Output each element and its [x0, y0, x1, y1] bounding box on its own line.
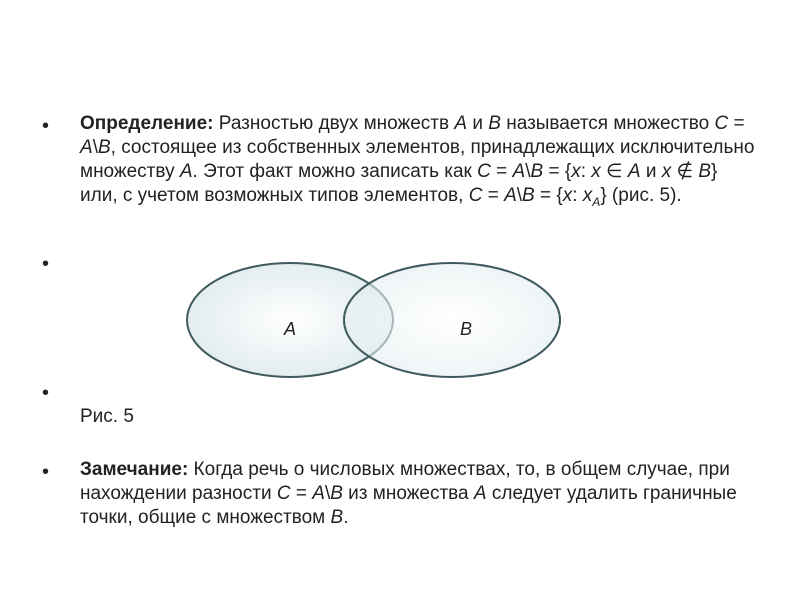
figure-caption: Рис. 5	[80, 406, 134, 427]
bullet-3: •	[42, 382, 50, 404]
bullet-4: •	[42, 461, 50, 483]
definition-paragraph: Определение: Разностью двух множеств A и B называется множество C = A\B, состоящее из собственных элементов, принадлежащих исключительно множеству A. Этот факт можно записать как C = A\B = {x: x ∈ A и x ∉ B} или, с учетом возможных типов элементов, C = A\B = {x: $x_A$} (рис. 5).	[80, 113, 755, 209]
remark-title: Замечание:	[80, 459, 189, 480]
bullet-2: •	[42, 253, 50, 275]
remark-paragraph: Замечание: Когда речь о числовых множествах, то, в общем случае, при нахождении разности C = A\B из множества A следует удалить граничные точки, общие с множеством B.	[80, 459, 737, 528]
set-a-label: A	[284, 319, 297, 339]
set-b-ellipse	[344, 263, 560, 377]
set-b-label: B	[460, 319, 473, 339]
definition-title: Определение:	[80, 113, 214, 134]
bullet-1: •	[42, 115, 50, 137]
venn-diagram	[180, 258, 580, 383]
